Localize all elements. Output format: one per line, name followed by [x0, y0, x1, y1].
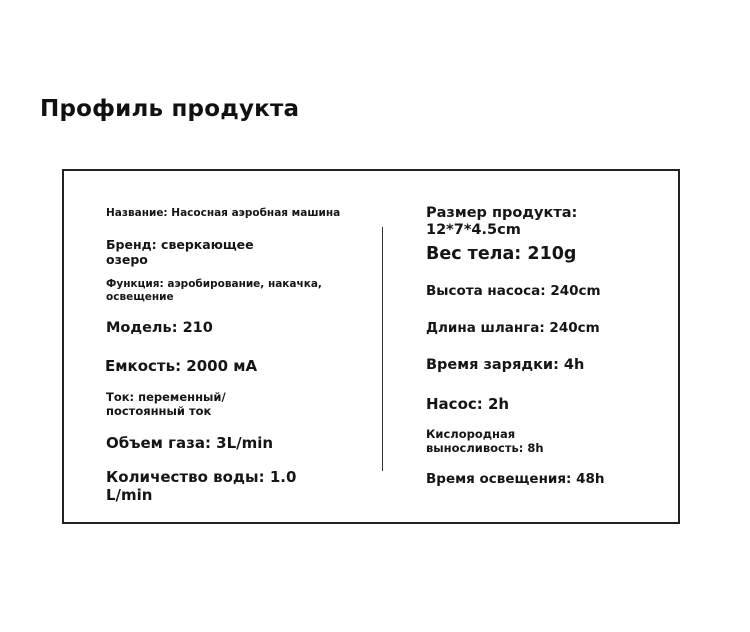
spec-pump: Насос: 2h [426, 395, 510, 413]
page-title: Профиль продукта [40, 96, 300, 122]
spec-hose-length: Длина шланга: 240cm [426, 320, 600, 336]
spec-size: Размер продукта: 12*7*4.5cm [426, 205, 578, 239]
spec-brand: Бренд: сверкающее озеро [106, 237, 254, 267]
spec-gas-volume: Объем газа: 3L/min [106, 434, 274, 452]
spec-current: Ток: переменный/ постоянный ток [106, 390, 226, 418]
spec-capacity: Емкость: 2000 мА [105, 357, 258, 375]
spec-water-volume: Количество воды: 1.0 L/min [106, 468, 297, 504]
spec-name: Название: Насосная аэробная машина [106, 207, 341, 219]
spec-weight: Вес тела: 210g [426, 244, 577, 264]
spec-model: Модель: 210 [106, 320, 213, 336]
spec-box [62, 169, 680, 524]
column-divider [382, 227, 383, 471]
spec-light-time: Время освещения: 48h [426, 471, 605, 487]
spec-oxygen-endurance: Кислородная выносливость: 8h [426, 427, 544, 455]
spec-function: Функция: аэробирование, накачка, освещение [106, 278, 322, 303]
spec-pump-height: Высота насоса: 240cm [426, 283, 601, 299]
spec-charge-time: Время зарядки: 4h [426, 357, 585, 373]
